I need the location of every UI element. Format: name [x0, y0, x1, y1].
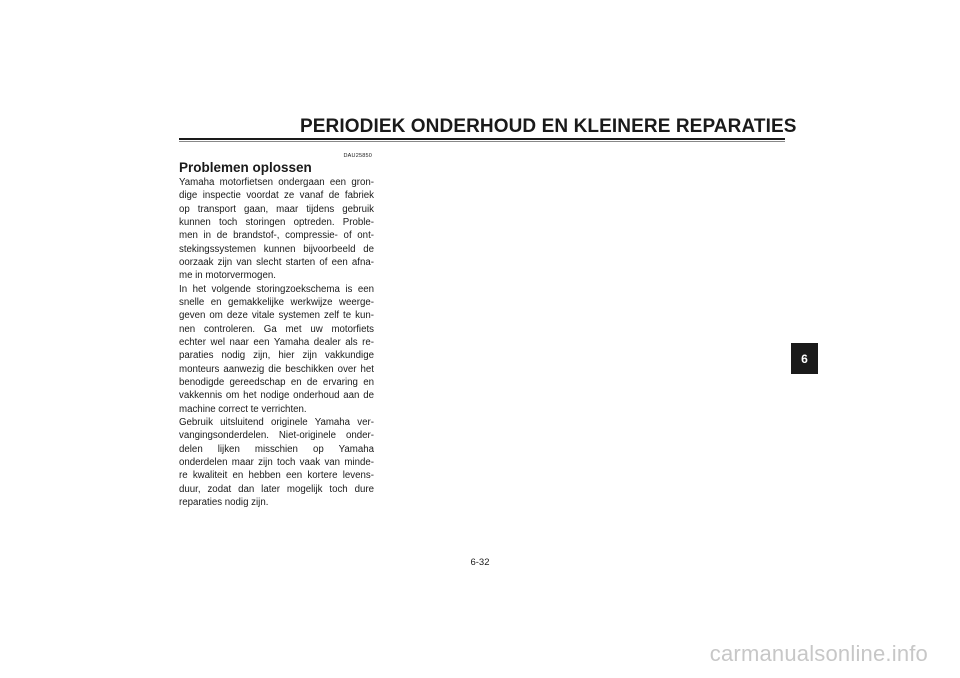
body-line: In het volgende storingzoekschema is een	[179, 283, 374, 295]
body-line: Gebruik uitsluitend originele Yamaha ver-	[179, 416, 374, 428]
body-line: oorzaak zijn van slecht starten of een afna-	[179, 256, 374, 268]
watermark: carmanualsonline.info	[709, 641, 928, 666]
body-line: machine correct te verrichten.	[179, 403, 307, 415]
body-line: delen lijken misschien op Yamaha	[179, 443, 374, 455]
body-line: stekingssystemen kunnen bijvoorbeeld de	[179, 243, 374, 255]
section-code: DAU25850	[343, 153, 372, 159]
page-number: 6-32	[470, 557, 490, 568]
header-rule-thin	[179, 141, 785, 142]
header-rule	[179, 138, 785, 140]
body-line: onderdelen maar zijn toch vaak van minde-	[179, 456, 374, 468]
body-line: me in motorvermogen.	[179, 270, 276, 282]
body-line: snelle en gemakkelijke werkwijze weerge-	[179, 296, 374, 308]
body-line: kunnen toch storingen optreden. Proble-	[179, 216, 374, 228]
page-header-title: PERIODIEK ONDERHOUD EN KLEINERE REPARATIES	[300, 116, 797, 137]
body-line: echter wel naar een Yamaha dealer als re-	[179, 336, 374, 348]
body-text	[179, 176, 374, 509]
body-line: men in de brandstof-, compressie- of ont-	[179, 230, 374, 242]
body-line: nen controleren. Ga met uw motorfiets	[179, 323, 374, 335]
body-line: monteurs aanwezig die beschikken over het	[179, 363, 374, 375]
body-line: vakkennis om het nodige onderhoud aan de	[179, 390, 374, 402]
chapter-tab[interactable]: 6	[791, 343, 818, 374]
section-heading: Problemen oplossen	[179, 160, 312, 175]
body-line: op transport gaan, maar tijdens gebruik	[179, 203, 374, 215]
body-line: geven om deze vitale systemen zelf te kun-	[179, 310, 374, 322]
body-line: re kwaliteit en hebben een kortere levens-	[179, 470, 374, 482]
body-line: duur, zodat dan later mogelijk toch dure	[179, 483, 374, 495]
body-line: vangingsonderdelen. Niet-originele onder-	[179, 430, 374, 442]
body-line: Yamaha motorfietsen ondergaan een gron-	[179, 177, 374, 188]
body-line: benodigde gereedschap en de ervaring en	[179, 376, 374, 388]
body-line: paraties nodig zijn, hier zijn vakkundige	[179, 350, 374, 362]
body-line: reparaties nodig zijn.	[179, 496, 269, 508]
body-line: dige inspectie voordat ze vanaf de fabriek	[179, 190, 374, 202]
